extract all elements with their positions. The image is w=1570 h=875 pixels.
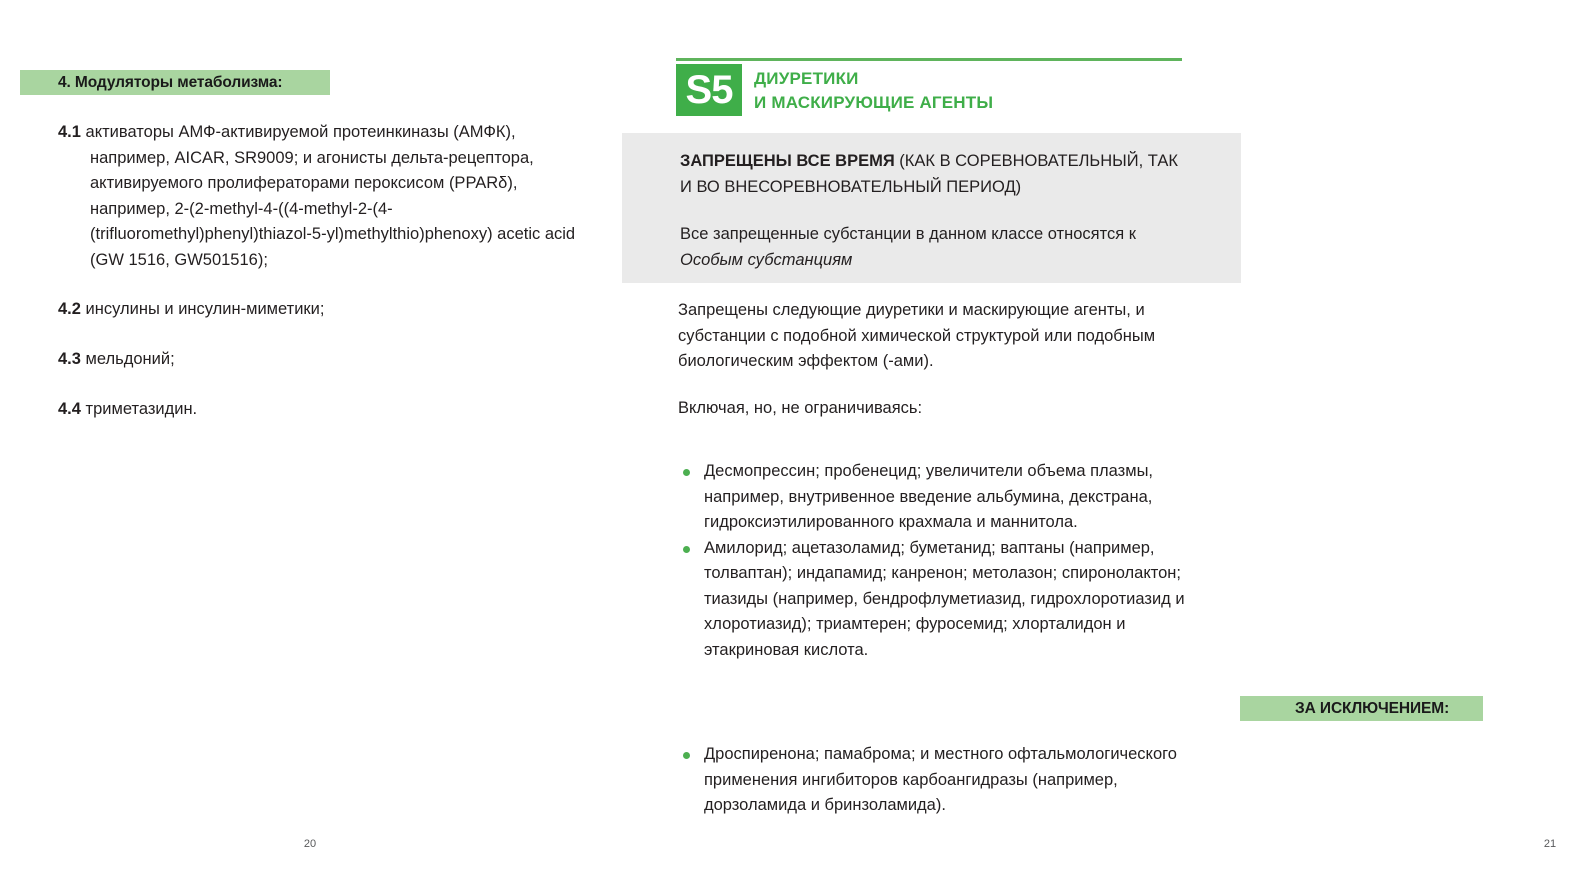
bullet-dot-icon xyxy=(683,469,690,476)
section-code-badge: S5 xyxy=(676,64,742,116)
list-item-text: Десмопрессин; пробенецид; увеличители объема плазмы, например, внутривенное введение альбумина, декстрана, гидроксиэтилированного крахмала и маннитола. xyxy=(704,462,1154,531)
item-number: 4.4 xyxy=(58,400,81,418)
banned-status-content xyxy=(680,149,1185,273)
special-note-emphasis: Особым субстанциям xyxy=(680,250,853,269)
header-rule xyxy=(676,58,1182,61)
exception-list xyxy=(678,742,1206,819)
section-title-line-2: И МАСКИРУЮЩИЕ АГЕНТЫ xyxy=(754,92,994,112)
page-number-left: 20 xyxy=(303,838,317,850)
left-page xyxy=(0,0,620,875)
exception-heading-label: ЗА ИСКЛЮЧЕНИЕМ: xyxy=(1295,699,1450,717)
item-number: 4.3 xyxy=(58,350,81,368)
banned-status-heading-rest: (КАК В СОРЕВНОВАТЕЛЬНЫЙ, ТАК И ВО ВНЕСОРЕВНОВАТЕЛЬНЫЙ ПЕРИОД) xyxy=(680,152,1178,196)
list-item xyxy=(678,459,1206,536)
exception-heading-bar xyxy=(1240,696,1483,721)
section-heading-label: 4. Модуляторы метаболизма: xyxy=(58,73,283,91)
item-text: активаторы АМФ-активируемой протеинкиназы (АМФК), например, AICAR, SR9009; и агонисты дельта-рецептора, активируемого пролифераторами пероксисом (PPARδ), например, 2-(2-methyl-4-((4-methyl-2-(4-(trifluoromethyl)phenyl)thiazol-5-yl)methylthio)phenoxy) acetic acid (GW 1516, GW501516); xyxy=(85,123,576,269)
section-title-line-1: ДИУРЕТИКИ xyxy=(754,69,859,88)
section-title xyxy=(754,67,993,114)
item-number: 4.2 xyxy=(58,300,81,318)
bullet-dot-icon xyxy=(683,752,690,759)
including-paragraph: Включая, но, не ограничиваясь: xyxy=(678,399,923,417)
list-item-text: Дроспиренона; памаброма; и местного офтальмологического применения ингибиторов карбоангидразы (например, дорзоламида и бринзоламида). xyxy=(704,745,1177,814)
list-item xyxy=(678,536,1206,664)
bullet-dot-icon xyxy=(683,546,690,553)
right-page xyxy=(620,0,1557,875)
section-heading-bar xyxy=(20,70,330,95)
page-number-right: 21 xyxy=(1543,838,1557,850)
banned-status-box xyxy=(622,133,1241,283)
prohibited-substances-list xyxy=(678,459,1206,663)
list-item xyxy=(678,742,1206,819)
section-header xyxy=(676,64,1196,120)
item-text: триметазидин. xyxy=(85,400,198,418)
list-item-text: Амилорид; ацетазоламид; буметанид; ваптаны (например, толваптан); индапамид; канренон; метолазон; спиронолактон; тиазиды (например, бендрофлуметиазид, гидрохлоротиазид и хлоротиазид); триамтерен; фуросемид; хлорталидон и этакриновая кислота. xyxy=(704,538,1185,659)
item-text: мельдоний; xyxy=(85,350,175,368)
numbered-item xyxy=(58,297,600,323)
special-note-prefix: Все запрещенные субстанции в данном классе относятся к xyxy=(680,225,1136,243)
numbered-item xyxy=(58,397,600,423)
intro-paragraph: Запрещены следующие диуретики и маскирующие агенты, и субстанции с подобной химической структурой или подобным биологическим эффектом (-ами). xyxy=(678,301,1156,370)
numbered-item xyxy=(58,347,600,373)
banned-status-heading xyxy=(680,149,1185,200)
banned-status-heading-strong: ЗАПРЕЩЕНЫ ВСЕ ВРЕМЯ xyxy=(680,152,895,170)
numbered-item xyxy=(58,120,600,273)
item-text: инсулины и инсулин-миметики; xyxy=(85,300,325,318)
special-substances-note xyxy=(680,222,1185,273)
item-number: 4.1 xyxy=(58,123,81,141)
